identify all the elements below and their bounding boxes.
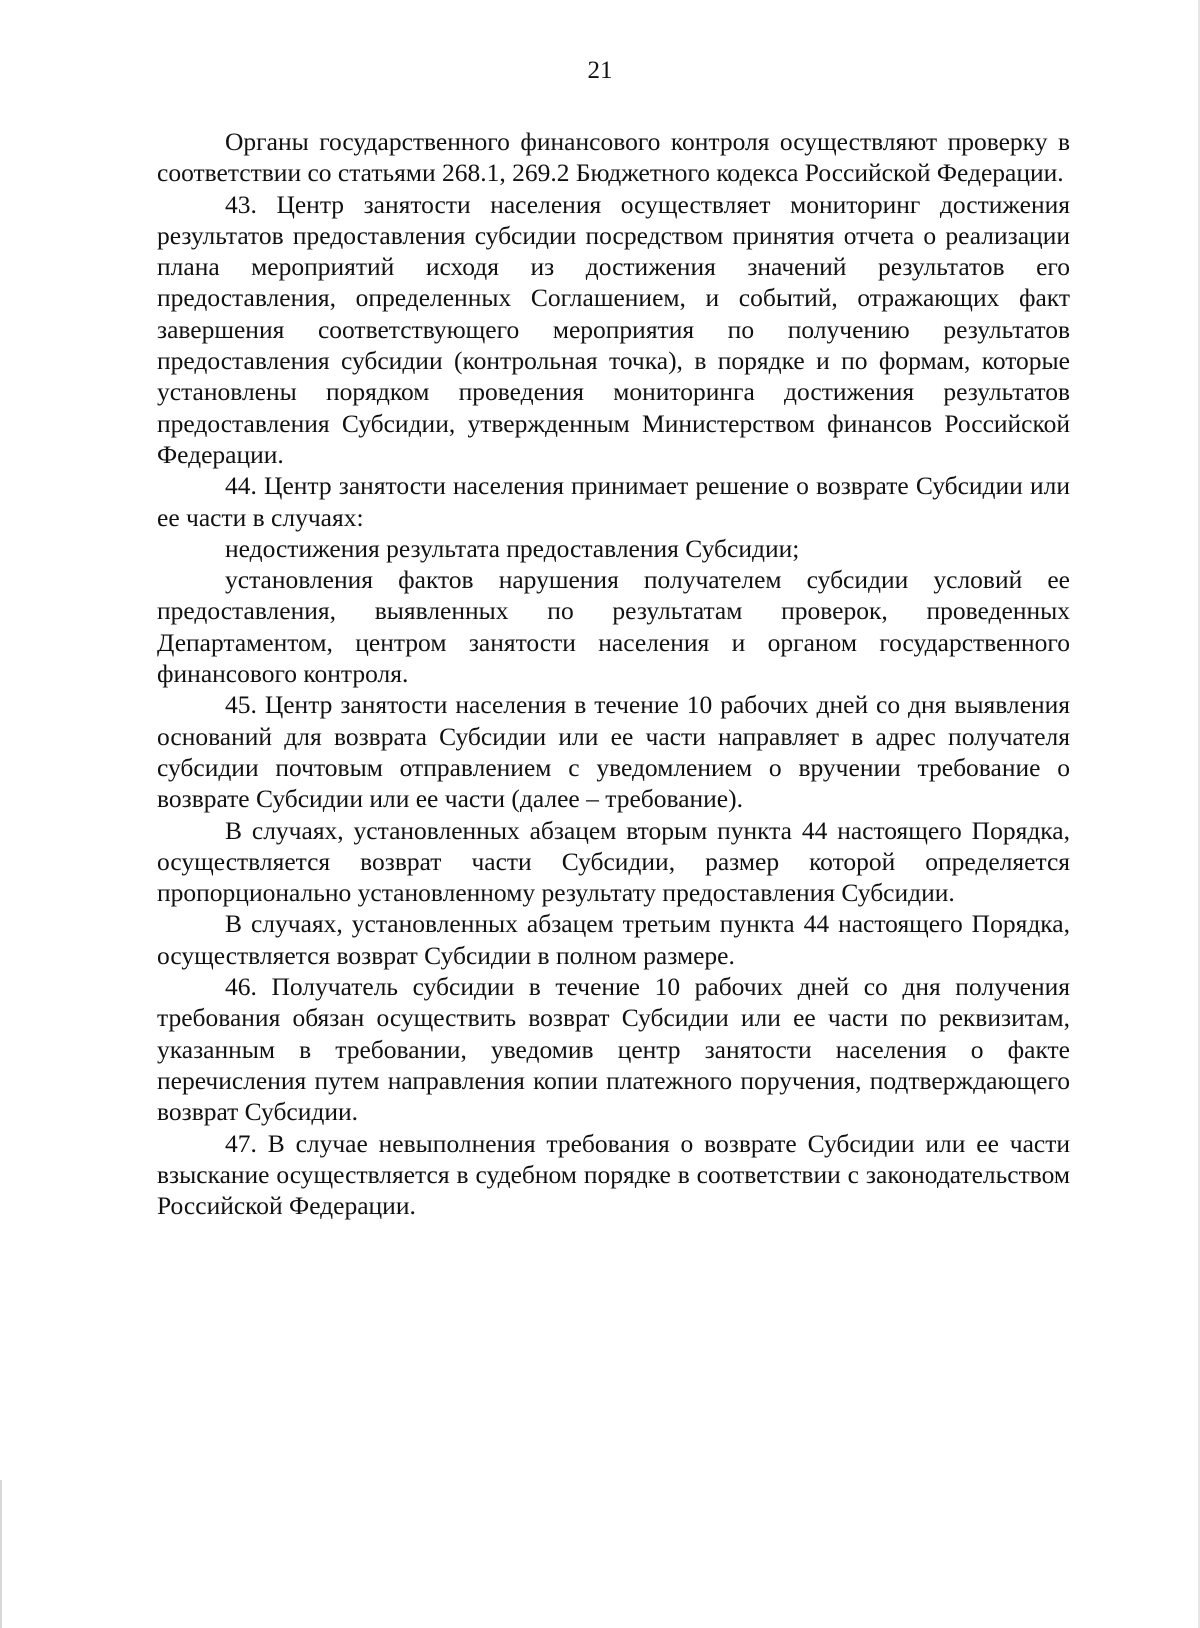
paragraph-46-recipient-obligation: 46. Получатель субсидии в течение 10 рабочих дней со дня получения требования обязан осуществить возврат Субсидии или ее части по реквизитам, указанным в требовании, уведомив центр занятости населения о факте перечисления путем направления копии платежного поручения, подтверждающего возврат Субсидии. [157, 972, 1070, 1127]
scan-edge-left [0, 1480, 2, 1628]
paragraph-45-partial-return: В случаях, установленных абзацем вторым пункта 44 настоящего Порядка, осуществляется возврат части Субсидии, размер которой определяется пропорционально установленному результату предоставления Субсидии. [157, 815, 1070, 908]
paragraph-45-full-return: В случаях, установленных абзацем третьим пункта 44 настоящего Порядка, осуществляется возврат Субсидии в полном размере. [157, 909, 1070, 970]
paragraph-44-case-not-achieved: недостижения результата предоставления Субсидии; [225, 533, 800, 563]
paragraph-43-monitoring: 43. Центр занятости населения осуществляет мониторинг достижения результатов предоставления субсидии посредством принятия отчета о реализации плана мероприятий исходя из достижения значений результатов его предоставления, определенных Соглашением, и событий, отражающих факт завершения соответствующего мероприятия по получению результатов предоставления субсидии (контрольная точка), в порядке и по формам, которые установлены порядком проведения мониторинга достижения результатов предоставления Субсидии, утвержденным Министерством финансов Российской Федерации. [157, 189, 1070, 469]
paragraph-audit-bodies: Органы государственного финансового контроля осуществляют проверку в соответствии со статьями 268.1, 269.2 Бюджетного кодекса Российской Федерации. [157, 127, 1070, 188]
page-number: 21 [587, 57, 613, 84]
paragraph-45-return-demand: 45. Центр занятости населения в течение 10 рабочих дней со дня выявления оснований для возврата Субсидии или ее части направляет в адрес получателя субсидии почтовым отправлением с уведомлением о вручении требование о возврате Субсидии или ее части (далее – требование). [157, 690, 1070, 814]
paragraph-44-return-decision: 44. Центр занятости населения принимает решение о возврате Субсидии или ее части в случаях: [157, 471, 1070, 532]
document-body [157, 126, 1070, 1221]
paragraph-44-case-violations: установления фактов нарушения получателем субсидии условий ее предоставления, выявленных по результатам проверок, проведенных Департаментом, центром занятости населения и органом государственного финансового контроля. [157, 565, 1070, 689]
paragraph-47-court-recovery: 47. В случае невыполнения требования о возврате Субсидии или ее части взыскание осуществляется в судебном порядке в соответствии с законодательством Российской Федерации. [157, 1128, 1070, 1221]
